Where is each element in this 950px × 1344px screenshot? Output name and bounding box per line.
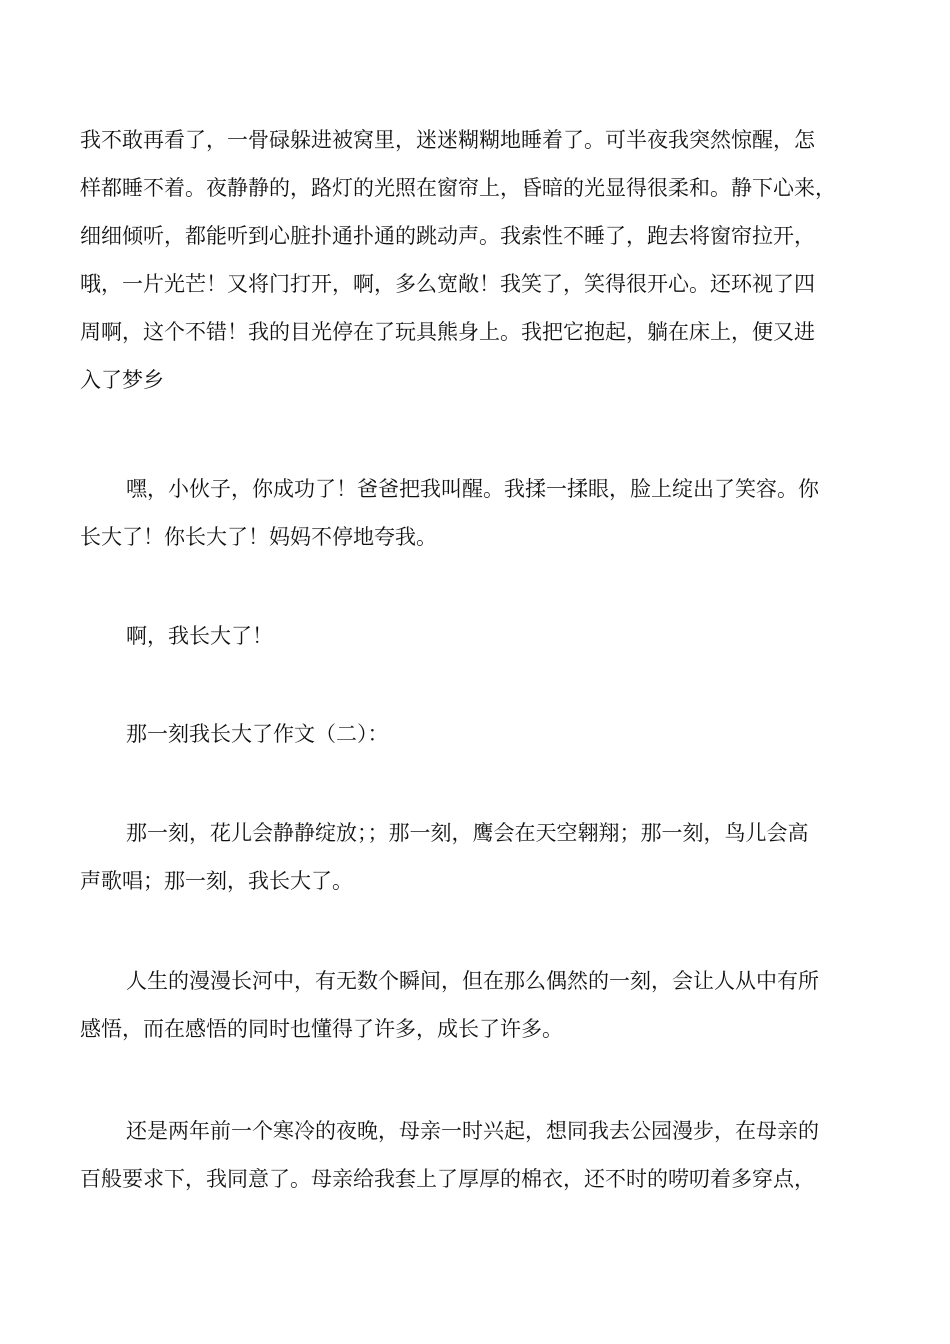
text-line: 嘿，小伙子，你成功了！爸爸把我叫醒。我揉一揉眼，脸上绽出了笑容。你 [126,477,819,501]
text-line: 那一刻，花儿会静静绽放；；那一刻，鹰会在天空翱翔；那一刻，鸟儿会高 [126,821,809,845]
text-line: 样都睡不着。夜静静的，路灯的光照在窗帘上，昏暗的光显得很柔和。静下心来， [80,176,836,200]
text-line: 人生的漫漫长河中，有无数个瞬间，但在那么偶然的一刻，会让人从中有所 [126,969,819,993]
text-line: 入了梦乡 [80,368,164,392]
text-line: 那一刻我长大了作文（二）： [126,722,389,746]
text-line: 长大了！你长大了！妈妈不停地夸我。 [80,525,437,549]
text-line: 感悟，而在感悟的同时也懂得了许多，成长了许多。 [80,1017,563,1041]
text-line: 我不敢再看了，一骨碌躲进被窝里，迷迷糊糊地睡着了。可半夜我突然惊醒，怎 [80,128,815,152]
text-line: 啊，我长大了！ [126,624,273,648]
text-line: 哦，一片光芒！又将门打开，啊，多么宽敞！我笑了，笑得很开心。还环视了四 [80,272,815,296]
text-line: 周啊，这个不错！我的目光停在了玩具熊身上。我把它抱起，躺在床上，便又进 [80,320,815,344]
text-line: 还是两年前一个寒冷的夜晚，母亲一时兴起，想同我去公园漫步，在母亲的 [126,1119,819,1143]
text-line: 声歌唱；那一刻，我长大了。 [80,869,353,893]
text-line: 百般要求下，我同意了。母亲给我套上了厚厚的棉衣，还不时的唠叨着多穿点， [80,1167,815,1191]
text-line: 细细倾听，都能听到心脏扑通扑通的跳动声。我索性不睡了，跑去将窗帘拉开， [80,224,815,248]
